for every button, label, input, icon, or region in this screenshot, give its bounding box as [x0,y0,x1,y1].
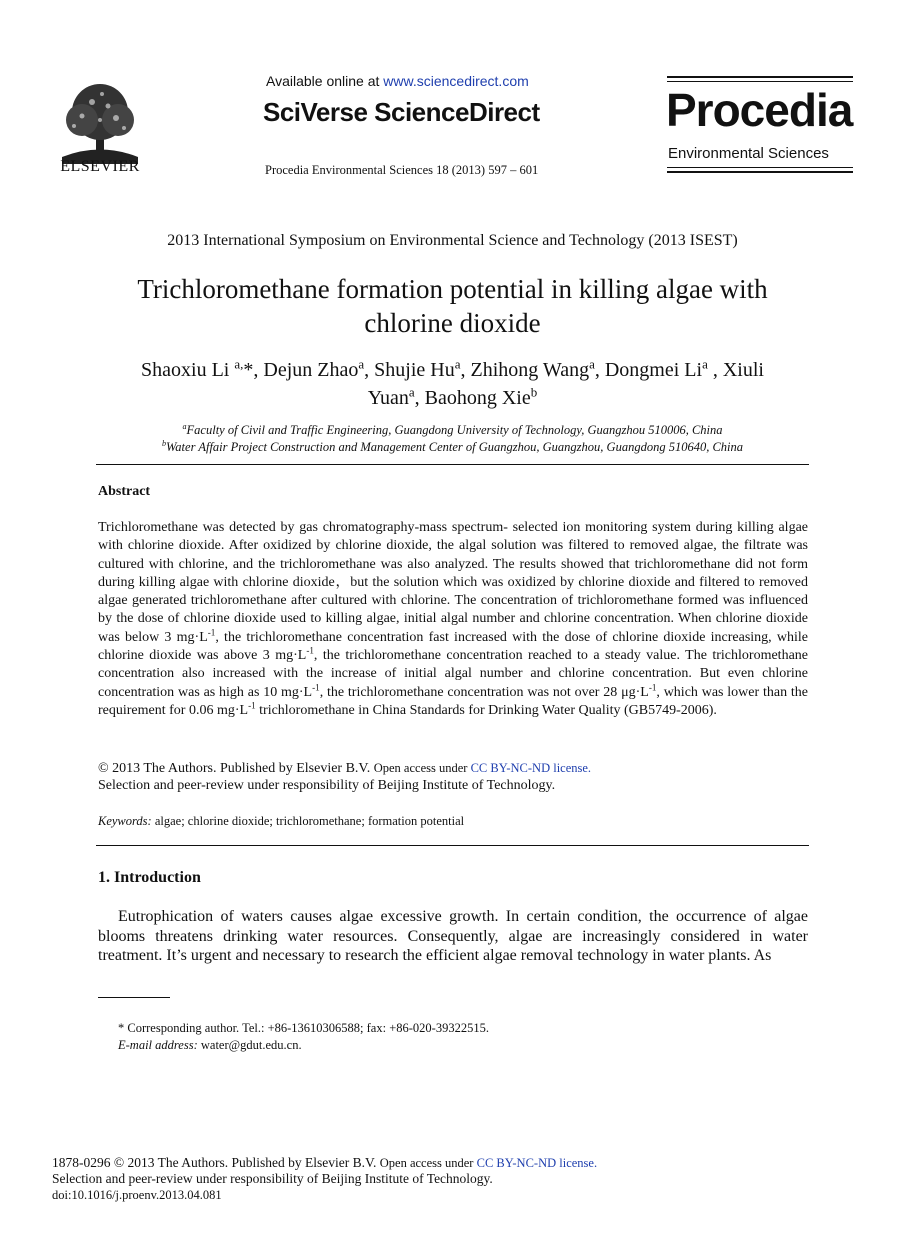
author-name: Yuan [367,387,409,409]
copyright-block [98,760,591,794]
author-affil-sup: b [530,384,538,400]
title-line-1: Trichloromethane formation potential in killing algae with [137,274,768,304]
author-affil-sup: a, [234,356,244,372]
email-note [118,1038,302,1053]
publisher-name: ELSEVIER [60,158,140,175]
affiliation-text: Faculty of Civil and Traffic Engineering, Guangdong University of Technology, Guangzhou 510006, China [186,423,723,437]
procedia-top-rule-thin [667,81,853,82]
sciencedirect-link[interactable]: www.sciencedirect.com [383,73,529,89]
abstract-segment: , which was lower than the requirement for 0.06 mg·L [98,684,808,718]
license-link[interactable]: CC BY-NC-ND license. [470,761,592,775]
abstract-text [98,519,808,720]
author-line-2 [96,384,809,412]
paper-title [96,272,809,340]
author-list [96,356,809,412]
author-affil-sup: a [358,356,365,372]
exponent: -1 [207,627,216,638]
abstract-segment: , the trichloromethane concentration reached to a steady value. The trichloromethane concentration also increased with the increase of initial algal number and chlorine concentration. But even chlorine concentration was as high as 10 mg·L [98,648,808,700]
footer-issn-line [52,1155,597,1171]
affiliation-a [96,423,809,438]
author-affil-sup: a [408,384,415,400]
footnote-rule [98,997,170,998]
procedia-bottom-rule-thin [667,167,853,168]
peer-review-line: Selection and peer-review under responsibility of Beijing Institute of Technology. [98,778,556,793]
author-affil-sup: a [454,356,461,372]
abstract-segment: , the trichloromethane concentration was not over 28 μg·L [319,684,649,700]
footer-doi[interactable]: doi:10.1016/j.proenv.2013.04.081 [52,1188,222,1202]
procedia-bottom-rule [667,171,853,173]
platform-name: SciVerse ScienceDirect [263,97,540,127]
corresponding-author-note: * Corresponding author. Tel.: +86-13610306588; fax: +86-020-39322515. [118,1021,489,1035]
procedia-subtitle: Environmental Sciences [668,145,829,162]
author-name: , Zhihong Wang [460,359,590,381]
procedia-logo-text: Procedia [666,84,853,136]
conference-name: 2013 International Symposium on Environmental Science and Technology (2013 ISEST) [167,232,738,249]
author-line-1 [96,356,809,384]
divider [96,464,809,465]
exponent: -1 [248,700,256,711]
section-heading: 1. Introduction [98,869,201,886]
author-name: , Baohong Xie [414,387,531,409]
title-line-2: chlorine dioxide [364,308,541,338]
keywords-label: Keywords: [98,814,152,828]
corresponding-star: * [243,359,254,381]
affiliation-text: Water Affair Project Construction and Management Center of Guangzhou, Guangzhou, Guangdong 510640, China [166,440,743,454]
exponent: -1 [648,682,657,693]
email-address: water@gdut.edu.cn. [197,1038,302,1052]
author-name: , Shujie Hu [364,359,455,381]
footer-issn: 1878-0296 © 2013 The Authors. Published by Elsevier B.V. [52,1155,380,1170]
abstract-segment: trichloromethane in China Standards for Drinking Water Quality (GB5749-2006). [255,702,717,718]
exponent: -1 [312,682,320,693]
open-access-text: Open access under [373,761,471,775]
author-affil-sup: a [589,356,595,372]
footer-review-line: Selection and peer-review under responsibility of Beijing Institute of Technology. [52,1171,493,1186]
copyright-line [98,760,591,777]
exponent: -1 [306,645,314,656]
author-name: Shaoxiu Li [141,359,235,381]
copyright-text: © 2013 The Authors. Published by Elsevier B.V. [98,761,374,776]
author-name: , Dongmei Li [594,359,703,381]
keywords-line [98,814,464,829]
keywords-text: algae; chlorine dioxide; trichloromethane; formation potential [151,814,465,828]
journal-citation: Procedia Environmental Sciences 18 (2013) 597 – 601 [265,163,539,177]
email-label: E-mail address: [118,1038,198,1052]
footer-license-link[interactable]: CC BY-NC-ND license. [476,1156,598,1170]
intro-paragraph: Eutrophication of waters causes algae excessive growth. In certain condition, the occurrence of algae blooms threatens drinking water resources. Consequently, algae are increasingly considered in water treatment. It’s urgent and necessary to research the efficient algae removal technology in water plants. As [98,908,808,964]
procedia-top-rule [667,76,853,78]
available-prefix: Available online at [266,73,384,89]
abstract-segment: Trichloromethane was detected by gas chromatography-mass spectrum- selected ion monitoring system during killing algae with chlorine dioxide. After oxidized by chlorine dioxide, the algal solution was filtered to removed algae, the filtrate was cultured with chlorine, and the trichloromethane was also analyzed. The results showed that trichloromethane did not form during killing algae with chlorine dioxide，but the solution which was oxidized by chlorine dioxide and filtered to removed algae generated trichloromethane after cultured with chlorine. The concentration of trichloromethane formed was influenced by the dose of chlorine dioxide used to killing algae, initial algal number and chlorine concentration. When chlorine dioxide was below 3 mg·L [98,520,808,645]
author-name: , Xiuli [707,359,764,381]
abstract-segment: , the trichloromethane concentration fast increased with the dose of chlorine dioxide increasing, while chlorine dioxide was above 3 mg·L [98,629,808,664]
affiliation-sup: a [182,421,187,431]
divider [96,845,809,846]
author-affil-sup: a [702,356,708,372]
affiliation-b [96,440,809,455]
available-online-line [266,73,529,89]
affiliation-sup: b [161,438,167,448]
abstract-heading: Abstract [98,484,151,499]
author-name: , Dejun Zhao [253,359,359,381]
footer-open-access: Open access under [379,1156,477,1170]
